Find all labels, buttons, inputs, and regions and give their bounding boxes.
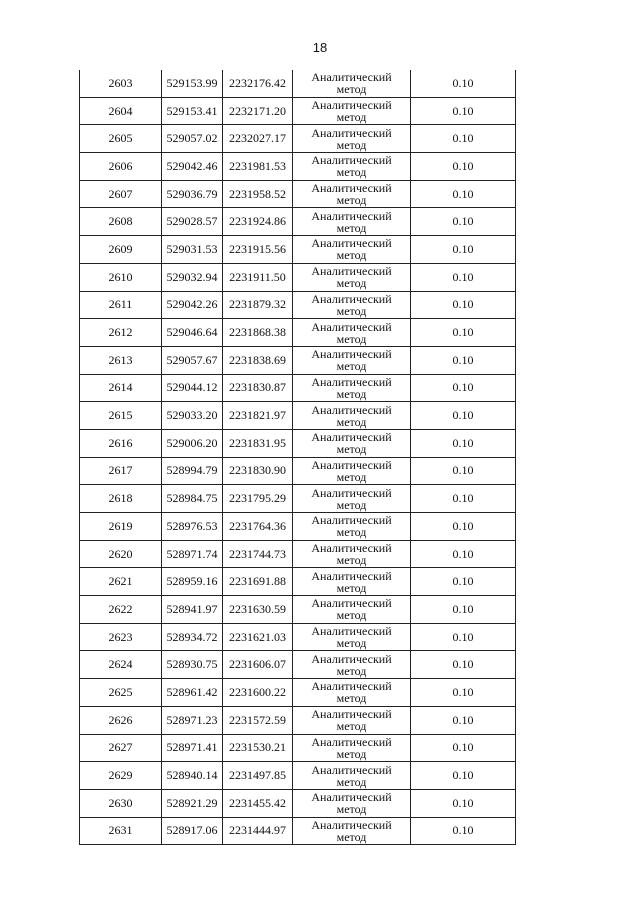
method-line-1: Аналитический <box>311 485 392 500</box>
method-line-1: Аналитический <box>311 430 392 445</box>
method-line-2: метод <box>336 82 367 97</box>
point-number-cell: 2623 <box>80 623 162 651</box>
x-coordinate-cell: 529046.64 <box>162 319 223 347</box>
y-coordinate-cell: 2231600.22 <box>223 679 293 707</box>
error-cell: 0.10 <box>411 70 516 97</box>
x-coordinate-cell: 529042.26 <box>162 291 223 319</box>
method-cell <box>293 485 411 513</box>
x-coordinate-cell: 529057.02 <box>162 125 223 153</box>
point-number-cell: 2603 <box>80 70 162 97</box>
table-row <box>80 706 516 734</box>
point-number-cell: 2631 <box>80 817 162 845</box>
method-cell <box>293 706 411 734</box>
method-line-1: Аналитический <box>311 457 392 472</box>
method-cell <box>293 125 411 153</box>
method-line-1: Аналитический <box>311 181 392 196</box>
method-cell <box>293 596 411 624</box>
method-line-1: Аналитический <box>311 70 392 85</box>
page-number: 18 <box>312 40 328 55</box>
x-coordinate-cell: 528984.75 <box>162 485 223 513</box>
method-line-2: метод <box>336 469 367 484</box>
method-line-1: Аналитический <box>311 679 392 694</box>
method-cell <box>293 734 411 762</box>
point-number-cell: 2609 <box>80 236 162 264</box>
method-line-1: Аналитический <box>311 624 392 639</box>
method-line-2: метод <box>336 719 367 734</box>
table-row <box>80 679 516 707</box>
point-number-cell: 2615 <box>80 402 162 430</box>
method-line-2: метод <box>336 746 367 761</box>
x-coordinate-cell: 529032.94 <box>162 263 223 291</box>
method-line-1: Аналитический <box>311 153 392 168</box>
table-row <box>80 402 516 430</box>
method-cell <box>293 457 411 485</box>
error-cell: 0.10 <box>411 457 516 485</box>
method-line-2: метод <box>336 663 367 678</box>
y-coordinate-cell: 2231879.32 <box>223 291 293 319</box>
y-coordinate-cell: 2231630.59 <box>223 596 293 624</box>
y-coordinate-cell: 2232027.17 <box>223 125 293 153</box>
x-coordinate-cell: 529006.20 <box>162 429 223 457</box>
table-row <box>80 513 516 541</box>
point-number-cell: 2618 <box>80 485 162 513</box>
method-cell <box>293 208 411 236</box>
method-line-1: Аналитический <box>311 707 392 722</box>
table-row <box>80 153 516 181</box>
y-coordinate-cell: 2232171.20 <box>223 97 293 125</box>
x-coordinate-cell: 529153.99 <box>162 70 223 97</box>
x-coordinate-cell: 529057.67 <box>162 346 223 374</box>
method-line-1: Аналитический <box>311 125 392 140</box>
method-cell <box>293 236 411 264</box>
method-line-2: метод <box>336 829 367 844</box>
method-line-1: Аналитический <box>311 98 392 113</box>
error-cell: 0.10 <box>411 540 516 568</box>
point-number-cell: 2629 <box>80 762 162 790</box>
x-coordinate-cell: 528971.74 <box>162 540 223 568</box>
x-coordinate-cell: 528976.53 <box>162 513 223 541</box>
method-cell <box>293 263 411 291</box>
table-row <box>80 429 516 457</box>
coordinates-table <box>79 70 516 845</box>
point-number-cell: 2616 <box>80 429 162 457</box>
error-cell: 0.10 <box>411 817 516 845</box>
table-row <box>80 596 516 624</box>
method-line-2: метод <box>336 691 367 706</box>
method-line-1: Аналитический <box>311 374 392 389</box>
x-coordinate-cell: 529036.79 <box>162 180 223 208</box>
method-cell <box>293 817 411 845</box>
table-row <box>80 97 516 125</box>
method-line-2: метод <box>336 414 367 429</box>
point-number-cell: 2630 <box>80 789 162 817</box>
method-line-1: Аналитический <box>311 541 392 556</box>
y-coordinate-cell: 2231572.59 <box>223 706 293 734</box>
method-line-1: Аналитический <box>311 790 392 805</box>
table-row <box>80 263 516 291</box>
x-coordinate-cell: 529033.20 <box>162 402 223 430</box>
point-number-cell: 2626 <box>80 706 162 734</box>
x-coordinate-cell: 528971.41 <box>162 734 223 762</box>
table-row <box>80 540 516 568</box>
x-coordinate-cell: 528961.42 <box>162 679 223 707</box>
method-line-2: метод <box>336 608 367 623</box>
y-coordinate-cell: 2231924.86 <box>223 208 293 236</box>
method-cell <box>293 762 411 790</box>
method-cell <box>293 623 411 651</box>
method-cell <box>293 568 411 596</box>
method-line-2: метод <box>336 525 367 540</box>
x-coordinate-cell: 529153.41 <box>162 97 223 125</box>
error-cell: 0.10 <box>411 429 516 457</box>
error-cell: 0.10 <box>411 97 516 125</box>
point-number-cell: 2624 <box>80 651 162 679</box>
method-cell <box>293 651 411 679</box>
error-cell: 0.10 <box>411 762 516 790</box>
point-number-cell: 2605 <box>80 125 162 153</box>
x-coordinate-cell: 528941.97 <box>162 596 223 624</box>
table-row <box>80 568 516 596</box>
error-cell: 0.10 <box>411 513 516 541</box>
error-cell: 0.10 <box>411 374 516 402</box>
method-line-1: Аналитический <box>311 596 392 611</box>
x-coordinate-cell: 529044.12 <box>162 374 223 402</box>
method-line-2: метод <box>336 137 367 152</box>
point-number-cell: 2607 <box>80 180 162 208</box>
y-coordinate-cell: 2231868.38 <box>223 319 293 347</box>
table-row <box>80 651 516 679</box>
point-number-cell: 2604 <box>80 97 162 125</box>
method-cell <box>293 402 411 430</box>
method-line-2: метод <box>336 193 367 208</box>
error-cell: 0.10 <box>411 623 516 651</box>
error-cell: 0.10 <box>411 789 516 817</box>
error-cell: 0.10 <box>411 706 516 734</box>
y-coordinate-cell: 2231764.36 <box>223 513 293 541</box>
x-coordinate-cell: 529031.53 <box>162 236 223 264</box>
error-cell: 0.10 <box>411 319 516 347</box>
y-coordinate-cell: 2231691.88 <box>223 568 293 596</box>
method-line-2: метод <box>336 802 367 817</box>
y-coordinate-cell: 2231958.52 <box>223 180 293 208</box>
table-row <box>80 789 516 817</box>
table-row <box>80 817 516 845</box>
point-number-cell: 2622 <box>80 596 162 624</box>
error-cell: 0.10 <box>411 153 516 181</box>
point-number-cell: 2608 <box>80 208 162 236</box>
method-line-2: метод <box>336 442 367 457</box>
method-cell <box>293 97 411 125</box>
error-cell: 0.10 <box>411 236 516 264</box>
method-line-2: метод <box>336 220 367 235</box>
method-line-2: метод <box>336 110 367 125</box>
y-coordinate-cell: 2231744.73 <box>223 540 293 568</box>
point-number-cell: 2625 <box>80 679 162 707</box>
error-cell: 0.10 <box>411 125 516 153</box>
method-line-1: Аналитический <box>311 734 392 749</box>
method-line-2: метод <box>336 165 367 180</box>
method-line-2: метод <box>336 636 367 651</box>
method-cell <box>293 374 411 402</box>
point-number-cell: 2613 <box>80 346 162 374</box>
method-line-1: Аналитический <box>311 291 392 306</box>
x-coordinate-cell: 528930.75 <box>162 651 223 679</box>
x-coordinate-cell: 529042.46 <box>162 153 223 181</box>
method-cell <box>293 679 411 707</box>
x-coordinate-cell: 528921.29 <box>162 789 223 817</box>
table-row <box>80 208 516 236</box>
method-cell <box>293 180 411 208</box>
method-line-2: метод <box>336 359 367 374</box>
table-row <box>80 623 516 651</box>
table-row <box>80 485 516 513</box>
error-cell: 0.10 <box>411 568 516 596</box>
error-cell: 0.10 <box>411 485 516 513</box>
method-line-1: Аналитический <box>311 513 392 528</box>
method-cell <box>293 346 411 374</box>
table-row <box>80 125 516 153</box>
y-coordinate-cell: 2231530.21 <box>223 734 293 762</box>
method-line-1: Аналитический <box>311 264 392 279</box>
error-cell: 0.10 <box>411 263 516 291</box>
table-row <box>80 374 516 402</box>
x-coordinate-cell: 529028.57 <box>162 208 223 236</box>
point-number-cell: 2619 <box>80 513 162 541</box>
error-cell: 0.10 <box>411 208 516 236</box>
error-cell: 0.10 <box>411 651 516 679</box>
error-cell: 0.10 <box>411 291 516 319</box>
method-line-2: метод <box>336 553 367 568</box>
point-number-cell: 2621 <box>80 568 162 596</box>
table-row <box>80 762 516 790</box>
error-cell: 0.10 <box>411 346 516 374</box>
y-coordinate-cell: 2231911.50 <box>223 263 293 291</box>
method-line-2: метод <box>336 386 367 401</box>
method-cell <box>293 540 411 568</box>
method-cell <box>293 291 411 319</box>
point-number-cell: 2606 <box>80 153 162 181</box>
x-coordinate-cell: 528917.06 <box>162 817 223 845</box>
method-line-1: Аналитический <box>311 762 392 777</box>
x-coordinate-cell: 528971.23 <box>162 706 223 734</box>
table-row <box>80 180 516 208</box>
method-line-2: метод <box>336 497 367 512</box>
method-line-2: метод <box>336 331 367 346</box>
error-cell: 0.10 <box>411 679 516 707</box>
point-number-cell: 2617 <box>80 457 162 485</box>
method-cell <box>293 429 411 457</box>
x-coordinate-cell: 528934.72 <box>162 623 223 651</box>
method-line-2: метод <box>336 580 367 595</box>
y-coordinate-cell: 2231606.07 <box>223 651 293 679</box>
method-line-1: Аналитический <box>311 236 392 251</box>
error-cell: 0.10 <box>411 734 516 762</box>
error-cell: 0.10 <box>411 402 516 430</box>
x-coordinate-cell: 528994.79 <box>162 457 223 485</box>
method-cell <box>293 789 411 817</box>
x-coordinate-cell: 528959.16 <box>162 568 223 596</box>
error-cell: 0.10 <box>411 180 516 208</box>
y-coordinate-cell: 2231795.29 <box>223 485 293 513</box>
y-coordinate-cell: 2231830.90 <box>223 457 293 485</box>
method-cell <box>293 513 411 541</box>
method-line-1: Аналитический <box>311 817 392 832</box>
method-line-1: Аналитический <box>311 319 392 334</box>
y-coordinate-cell: 2231830.87 <box>223 374 293 402</box>
table-row <box>80 70 516 97</box>
y-coordinate-cell: 2231981.53 <box>223 153 293 181</box>
y-coordinate-cell: 2231838.69 <box>223 346 293 374</box>
table-row <box>80 236 516 264</box>
method-line-2: метод <box>336 303 367 318</box>
point-number-cell: 2610 <box>80 263 162 291</box>
point-number-cell: 2614 <box>80 374 162 402</box>
error-cell: 0.10 <box>411 596 516 624</box>
y-coordinate-cell: 2231455.42 <box>223 789 293 817</box>
method-line-1: Аналитический <box>311 651 392 666</box>
method-line-1: Аналитический <box>311 208 392 223</box>
method-line-1: Аналитический <box>311 402 392 417</box>
y-coordinate-cell: 2231497.85 <box>223 762 293 790</box>
method-line-2: метод <box>336 248 367 263</box>
y-coordinate-cell: 2231831.95 <box>223 429 293 457</box>
y-coordinate-cell: 2231444.97 <box>223 817 293 845</box>
method-line-2: метод <box>336 774 367 789</box>
method-line-1: Аналитический <box>311 347 392 362</box>
table-row <box>80 291 516 319</box>
method-cell <box>293 319 411 347</box>
method-cell <box>293 153 411 181</box>
table-row <box>80 457 516 485</box>
point-number-cell: 2612 <box>80 319 162 347</box>
table-row <box>80 346 516 374</box>
table-row <box>80 734 516 762</box>
y-coordinate-cell: 2231915.56 <box>223 236 293 264</box>
x-coordinate-cell: 528940.14 <box>162 762 223 790</box>
point-number-cell: 2627 <box>80 734 162 762</box>
y-coordinate-cell: 2232176.42 <box>223 70 293 97</box>
table-body <box>80 70 516 845</box>
method-line-1: Аналитический <box>311 568 392 583</box>
point-number-cell: 2620 <box>80 540 162 568</box>
method-cell <box>293 70 411 97</box>
y-coordinate-cell: 2231621.03 <box>223 623 293 651</box>
point-number-cell: 2611 <box>80 291 162 319</box>
table-row <box>80 319 516 347</box>
y-coordinate-cell: 2231821.97 <box>223 402 293 430</box>
method-line-2: метод <box>336 276 367 291</box>
